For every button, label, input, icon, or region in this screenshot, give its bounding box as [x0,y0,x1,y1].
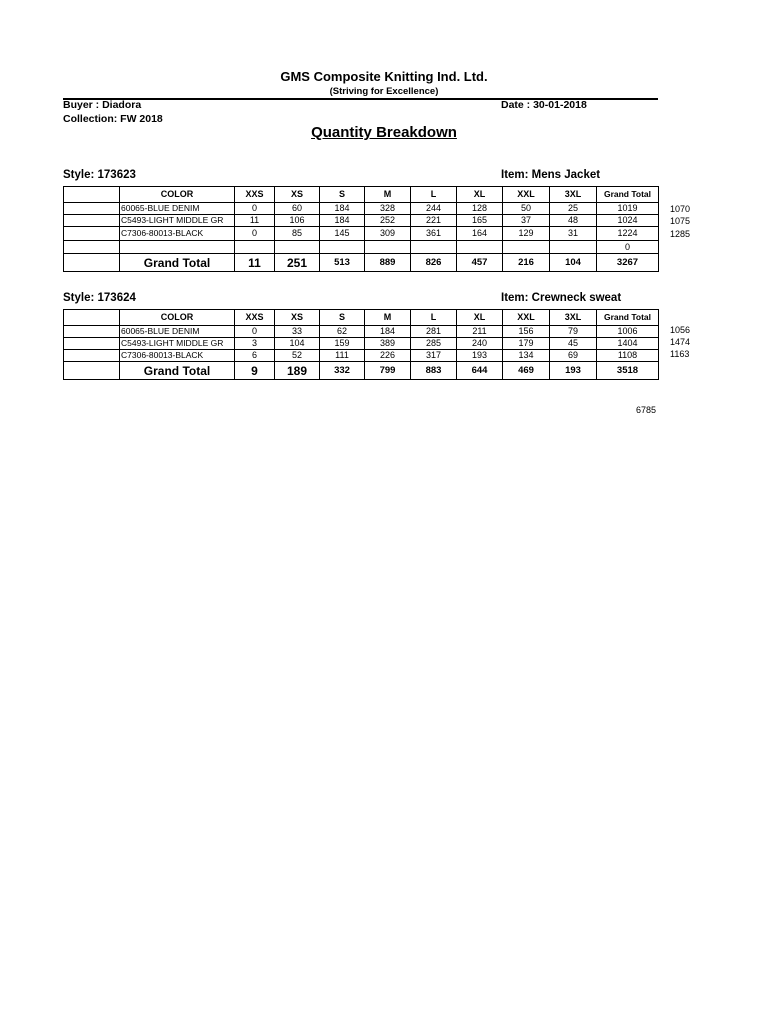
column-header: XXL [503,187,550,203]
qty-cell: 328 [365,203,411,215]
qty-cell: 285 [411,338,457,350]
column-header: L [411,310,457,326]
qty-cell: 317 [411,350,457,362]
column-header: 3XL [550,187,597,203]
total-cell: 9 [235,362,275,380]
qty-cell: 129 [503,227,550,241]
row-total-cell: 0 [597,241,659,254]
item-label: Item: Crewneck sweat [501,292,622,304]
qty-cell: 184 [320,215,365,227]
qty-cell: 37 [503,215,550,227]
qty-cell: 31 [550,227,597,241]
color-cell [120,241,235,254]
qty-cell: 281 [411,326,457,338]
qty-cell: 52 [275,350,320,362]
column-header: S [320,187,365,203]
qty-cell [235,241,275,254]
color-cell: 60065-BLUE DENIM [120,203,235,215]
table-row [64,241,659,254]
total-cell: 11 [235,254,275,272]
qty-cell: 164 [457,227,503,241]
column-header: XL [457,310,503,326]
color-cell: C7306-80013-BLACK [120,227,235,241]
qty-cell: 25 [550,203,597,215]
grand-total-cell: 3267 [597,254,659,272]
blank-cell [64,338,120,350]
row-total-cell: 1224 [597,227,659,241]
table-row [64,326,659,338]
qty-cell: 128 [457,203,503,215]
column-header: Grand Total [597,310,659,326]
qty-cell [275,241,320,254]
qty-cell: 252 [365,215,411,227]
overall-total: 6785 [636,405,657,415]
color-cell: C5493-LIGHT MIDDLE GR [120,215,235,227]
blank-cell [64,310,120,326]
column-header: M [365,310,411,326]
qty-cell: 389 [365,338,411,350]
qty-cell: 193 [457,350,503,362]
total-cell: 193 [550,362,597,380]
qty-cell: 211 [457,326,503,338]
qty-cell: 165 [457,215,503,227]
qty-cell: 221 [411,215,457,227]
qty-cell: 60 [275,203,320,215]
qty-cell [503,241,550,254]
qty-cell: 33 [275,326,320,338]
grand-total-label: Grand Total [120,254,235,272]
color-cell: C5493-LIGHT MIDDLE GR [120,338,235,350]
blank-cell [64,215,120,227]
table-row [64,227,659,241]
qty-cell: 104 [275,338,320,350]
grand-total-cell: 3518 [597,362,659,380]
grand-total-row [64,254,659,272]
date-label: Date : 30-01-2018 [501,99,587,111]
column-header: COLOR [120,310,235,326]
column-header: COLOR [120,187,235,203]
total-cell: 889 [365,254,411,272]
qty-cell: 11 [235,215,275,227]
qty-cell: 134 [503,350,550,362]
qty-cell: 179 [503,338,550,350]
total-cell: 799 [365,362,411,380]
qty-cell: 48 [550,215,597,227]
table-row [64,350,659,362]
style-label: Style: 173623 [63,169,136,181]
column-header: Grand Total [597,187,659,203]
row-total-cell: 1006 [597,326,659,338]
color-cell: C7306-80013-BLACK [120,350,235,362]
blank-cell [64,227,120,241]
qty-cell: 69 [550,350,597,362]
blank-cell [64,254,120,272]
row-total-cell: 1108 [597,350,659,362]
qty-cell: 6 [235,350,275,362]
total-cell: 104 [550,254,597,272]
column-header: XS [275,187,320,203]
quantity-table-style-2 [63,309,659,380]
table-header-row [64,187,659,203]
column-header: XXS [235,187,275,203]
qty-cell [365,241,411,254]
qty-cell: 156 [503,326,550,338]
qty-cell: 159 [320,338,365,350]
total-cell: 883 [411,362,457,380]
company-tagline: (Striving for Excellence) [329,86,439,97]
blank-cell [64,187,120,203]
grand-total-label: Grand Total [120,362,235,380]
column-header: XL [457,187,503,203]
side-note: 1474 [670,337,691,347]
blank-cell [64,362,120,380]
qty-cell: 0 [235,203,275,215]
total-cell: 251 [275,254,320,272]
qty-cell: 79 [550,326,597,338]
column-header: XXL [503,310,550,326]
row-total-cell: 1024 [597,215,659,227]
qty-cell: 50 [503,203,550,215]
column-header: L [411,187,457,203]
column-header: XS [275,310,320,326]
quantity-table-style-1 [63,186,659,272]
total-cell: 826 [411,254,457,272]
column-header: XXS [235,310,275,326]
qty-cell: 226 [365,350,411,362]
company-name: GMS Composite Knitting Ind. Ltd. [280,69,488,84]
qty-cell: 244 [411,203,457,215]
collection-label: Collection: FW 2018 [63,113,163,125]
qty-cell: 145 [320,227,365,241]
table-row [64,338,659,350]
qty-cell [550,241,597,254]
total-cell: 216 [503,254,550,272]
table-row [64,203,659,215]
side-note: 1075 [670,216,691,226]
total-cell: 513 [320,254,365,272]
qty-cell: 0 [235,326,275,338]
row-total-cell: 1019 [597,203,659,215]
blank-cell [64,326,120,338]
qty-cell: 85 [275,227,320,241]
table-row [64,215,659,227]
qty-cell [457,241,503,254]
qty-cell: 240 [457,338,503,350]
side-note: 1285 [670,229,691,239]
qty-cell: 106 [275,215,320,227]
item-label: Item: Mens Jacket [501,169,601,181]
total-cell: 457 [457,254,503,272]
blank-cell [64,241,120,254]
blank-cell [64,203,120,215]
grand-total-row [64,362,659,380]
column-header: S [320,310,365,326]
total-cell: 189 [275,362,320,380]
qty-cell [411,241,457,254]
side-note: 1056 [670,325,691,335]
qty-cell: 184 [365,326,411,338]
qty-cell [320,241,365,254]
qty-cell: 184 [320,203,365,215]
total-cell: 332 [320,362,365,380]
total-cell: 644 [457,362,503,380]
column-header: M [365,187,411,203]
qty-cell: 62 [320,326,365,338]
buyer-label: Buyer : Diadora [63,99,142,111]
style-label: Style: 173624 [63,292,136,304]
qty-cell: 45 [550,338,597,350]
blank-cell [64,350,120,362]
table-header-row [64,310,659,326]
total-cell: 469 [503,362,550,380]
side-note: 1070 [670,204,691,214]
side-note: 1163 [670,349,690,359]
qty-cell: 361 [411,227,457,241]
page-title: Quantity Breakdown [311,124,457,141]
qty-cell: 0 [235,227,275,241]
row-total-cell: 1404 [597,338,659,350]
color-cell: 60065-BLUE DENIM [120,326,235,338]
column-header: 3XL [550,310,597,326]
qty-cell: 309 [365,227,411,241]
qty-cell: 111 [320,350,365,362]
qty-cell: 3 [235,338,275,350]
